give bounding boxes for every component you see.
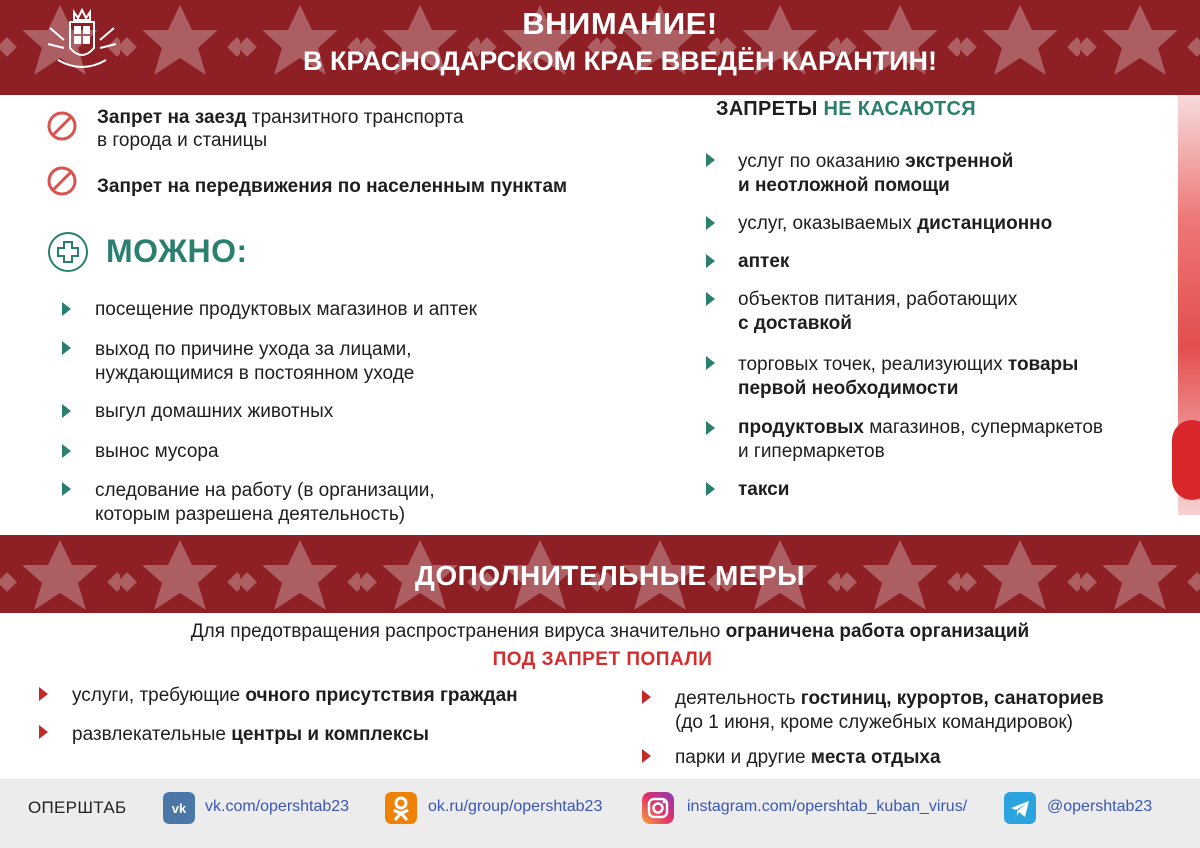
allowed-item: выход по причине ухода за лицами, нуждающимися в постоянном уходе xyxy=(95,339,415,384)
exception-item: такси xyxy=(738,479,790,500)
allowed-item: следование на работу (в организации, которым разрешена деятельность) xyxy=(95,480,435,525)
instagram-icon[interactable] xyxy=(642,792,674,824)
exception-item: объектов питания, работающих с доставкой xyxy=(738,289,1018,334)
telegram-link[interactable]: @opershtab23 xyxy=(1047,798,1153,815)
bullet-icon xyxy=(62,302,71,316)
exception-item: услуг по оказанию экстренной и неотложной помощи xyxy=(738,151,1014,196)
bullet-icon xyxy=(706,482,715,496)
exception-item: торговых точек, реализующих товары первой необходимости xyxy=(738,354,1079,399)
exceptions-title: ЗАПРЕТЫ НЕ КАСАЮТСЯ xyxy=(716,98,976,120)
bullet-icon xyxy=(39,687,48,701)
bullet-icon xyxy=(706,421,715,435)
bullet-icon xyxy=(642,690,651,704)
bullet-icon xyxy=(62,444,71,458)
ban-transit-text: Запрет на заезд транзитного транспорта в города и станицы xyxy=(97,107,464,151)
ok-icon[interactable] xyxy=(385,792,417,824)
banned-title: ПОД ЗАПРЕТ ПОПАЛИ xyxy=(492,649,713,670)
bullet-icon xyxy=(706,153,715,167)
bullet-icon xyxy=(39,725,48,739)
prohibited-icon xyxy=(47,166,77,196)
prohibited-icon xyxy=(47,111,77,141)
extra-measures-title: ДОПОЛНИТЕЛЬНЫЕ МЕРЫ xyxy=(414,560,806,591)
banned-item: развлекательные центры и комплексы xyxy=(72,724,429,745)
allowed-item: выгул домашних животных xyxy=(95,401,334,422)
bullet-icon xyxy=(62,341,71,355)
vk-link[interactable]: vk.com/opershtab23 xyxy=(205,798,350,815)
header-banner xyxy=(0,0,1200,95)
bullet-icon xyxy=(706,216,715,230)
allowed-item: посещение продуктовых магазинов и аптек xyxy=(95,299,477,320)
banned-item: деятельность гостиниц, курортов, санаториев (до 1 июня, кроме служебных командировок) xyxy=(675,688,1104,733)
header-subtitle: В КРАСНОДАРСКОМ КРАЕ ВВЕДЁН КАРАНТИН! xyxy=(302,46,938,76)
banned-item: услуги, требующие очного присутствия граждан xyxy=(72,685,518,706)
plus-circle-icon xyxy=(48,232,88,272)
header-title: ВНИМАНИЕ! xyxy=(522,6,718,41)
bullet-icon xyxy=(706,356,715,370)
instagram-link[interactable]: instagram.com/opershtab_kuban_virus/ xyxy=(687,798,968,815)
decorative-circle xyxy=(1172,420,1200,500)
allowed-item: вынос мусора xyxy=(95,441,219,462)
exception-item: аптек xyxy=(738,251,790,272)
telegram-icon[interactable] xyxy=(1004,792,1036,824)
exception-item: продуктовых магазинов, супермаркетов и гипермаркетов xyxy=(738,417,1103,462)
allowed-title: МОЖНО: xyxy=(106,233,248,269)
exception-item: услуг, оказываемых дистанционно xyxy=(738,213,1053,234)
ban-movement-text: Запрет на передвижения по населенным пунктам xyxy=(97,176,568,197)
extra-measures-banner xyxy=(0,535,1200,613)
vk-icon[interactable] xyxy=(163,792,195,824)
svg-text:vk: vk xyxy=(171,801,187,816)
bullet-icon xyxy=(62,482,71,496)
bullet-icon xyxy=(642,749,651,763)
footer-label: ОПЕРШТАБ xyxy=(28,798,127,817)
bullet-icon xyxy=(706,254,715,268)
ok-link[interactable]: ok.ru/group/opershtab23 xyxy=(428,798,603,815)
bullet-icon xyxy=(62,404,71,418)
extra-intro: Для предотвращения распространения вируса значительно ограничена работа организаций xyxy=(190,621,1030,642)
bullet-icon xyxy=(706,292,715,306)
banned-item: парки и другие места отдыха xyxy=(675,747,941,768)
